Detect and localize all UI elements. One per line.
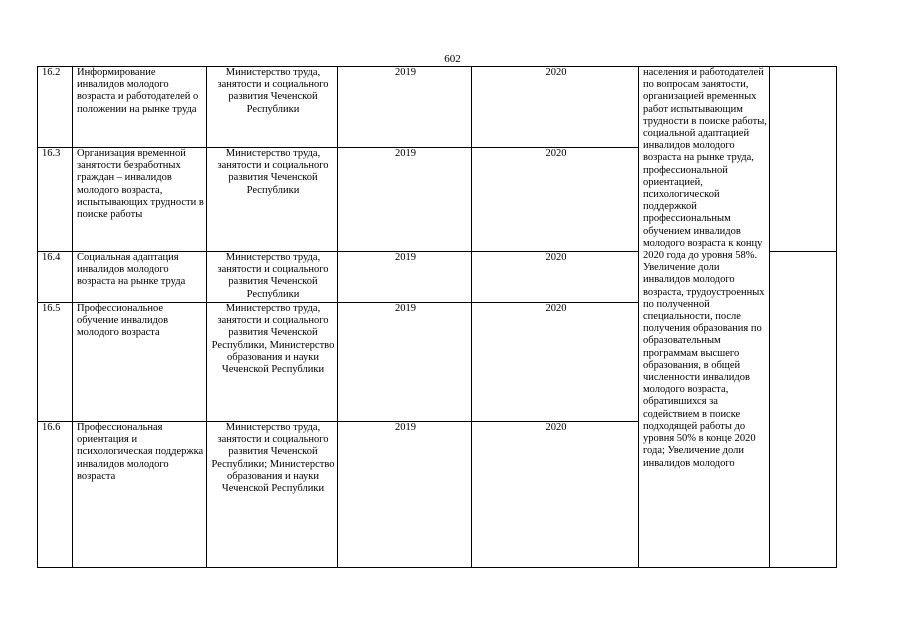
empty-cell: [770, 252, 837, 568]
end-year: 2020: [472, 252, 639, 303]
end-year: 2020: [472, 303, 639, 422]
table-row: [38, 67, 837, 148]
expected-result-text: населения и работодателей по вопросам занятости, организацией временных работ испытывающим трудности в поиске работы, социальной адаптацией инвалидов молодого возраста на рынке труда, профессиональной ориентацией, психологической поддержкой профессиональным обучением инвалидов молодого возраста к концу 2020 года до уровня 58%. Увеличение доли инвалидов молодого возраста, трудоустроенных по полученной специальности, после получения образования по образовательным программам высшего образования, в общей численности инвалидов молодого возраста, обратившихся за содействием в поиске подходящей работы до уровня 50% в конце 2020 года; Увеличение доли инвалидов молодого: [643, 67, 767, 469]
empty-cell: [770, 67, 837, 252]
executor: Министерство труда, занятости и социального развития Чеченской Республики: [207, 67, 338, 148]
start-year: 2019: [338, 422, 472, 568]
end-year: 2020: [472, 148, 639, 252]
row-number: 16.6: [38, 422, 73, 568]
row-number: 16.5: [38, 303, 73, 422]
row-number: 16.4: [38, 252, 73, 303]
measure-name: Организация временной занятости безработных граждан – инвалидов молодого возраста, испытывающих трудности в поиске работы: [73, 148, 207, 252]
end-year: 2020: [472, 422, 639, 568]
executor: Министерство труда, занятости и социального развития Чеченской Республики: [207, 252, 338, 303]
row-number: 16.2: [38, 67, 73, 148]
end-year: 2020: [472, 67, 639, 148]
start-year: 2019: [338, 252, 472, 303]
start-year: 2019: [338, 303, 472, 422]
start-year: 2019: [338, 67, 472, 148]
executor: Министерство труда, занятости и социального развития Чеченской Республики; Министерство образования и науки Чеченской Республики: [207, 422, 338, 568]
expected-result: [639, 67, 770, 568]
start-year: 2019: [338, 148, 472, 252]
row-number: 16.3: [38, 148, 73, 252]
measure-name: Социальная адаптация инвалидов молодого возраста на рынке труда: [73, 252, 207, 303]
measure-name: Профессиональное обучение инвалидов молодого возраста: [73, 303, 207, 422]
measures-table: [37, 66, 837, 568]
page-number: 602: [444, 53, 461, 65]
executor: Министерство труда, занятости и социального развития Чеченской Республики: [207, 148, 338, 252]
measure-name: Информирование инвалидов молодого возраста и работодателей о положении на рынке труда: [73, 67, 207, 148]
measure-name: Профессиональная ориентация и психологическая поддержка инвалидов молодого возраста: [73, 422, 207, 568]
executor: Министерство труда, занятости и социального развития Чеченской Республики, Министерство образования и науки Чеченской Республики: [207, 303, 338, 422]
